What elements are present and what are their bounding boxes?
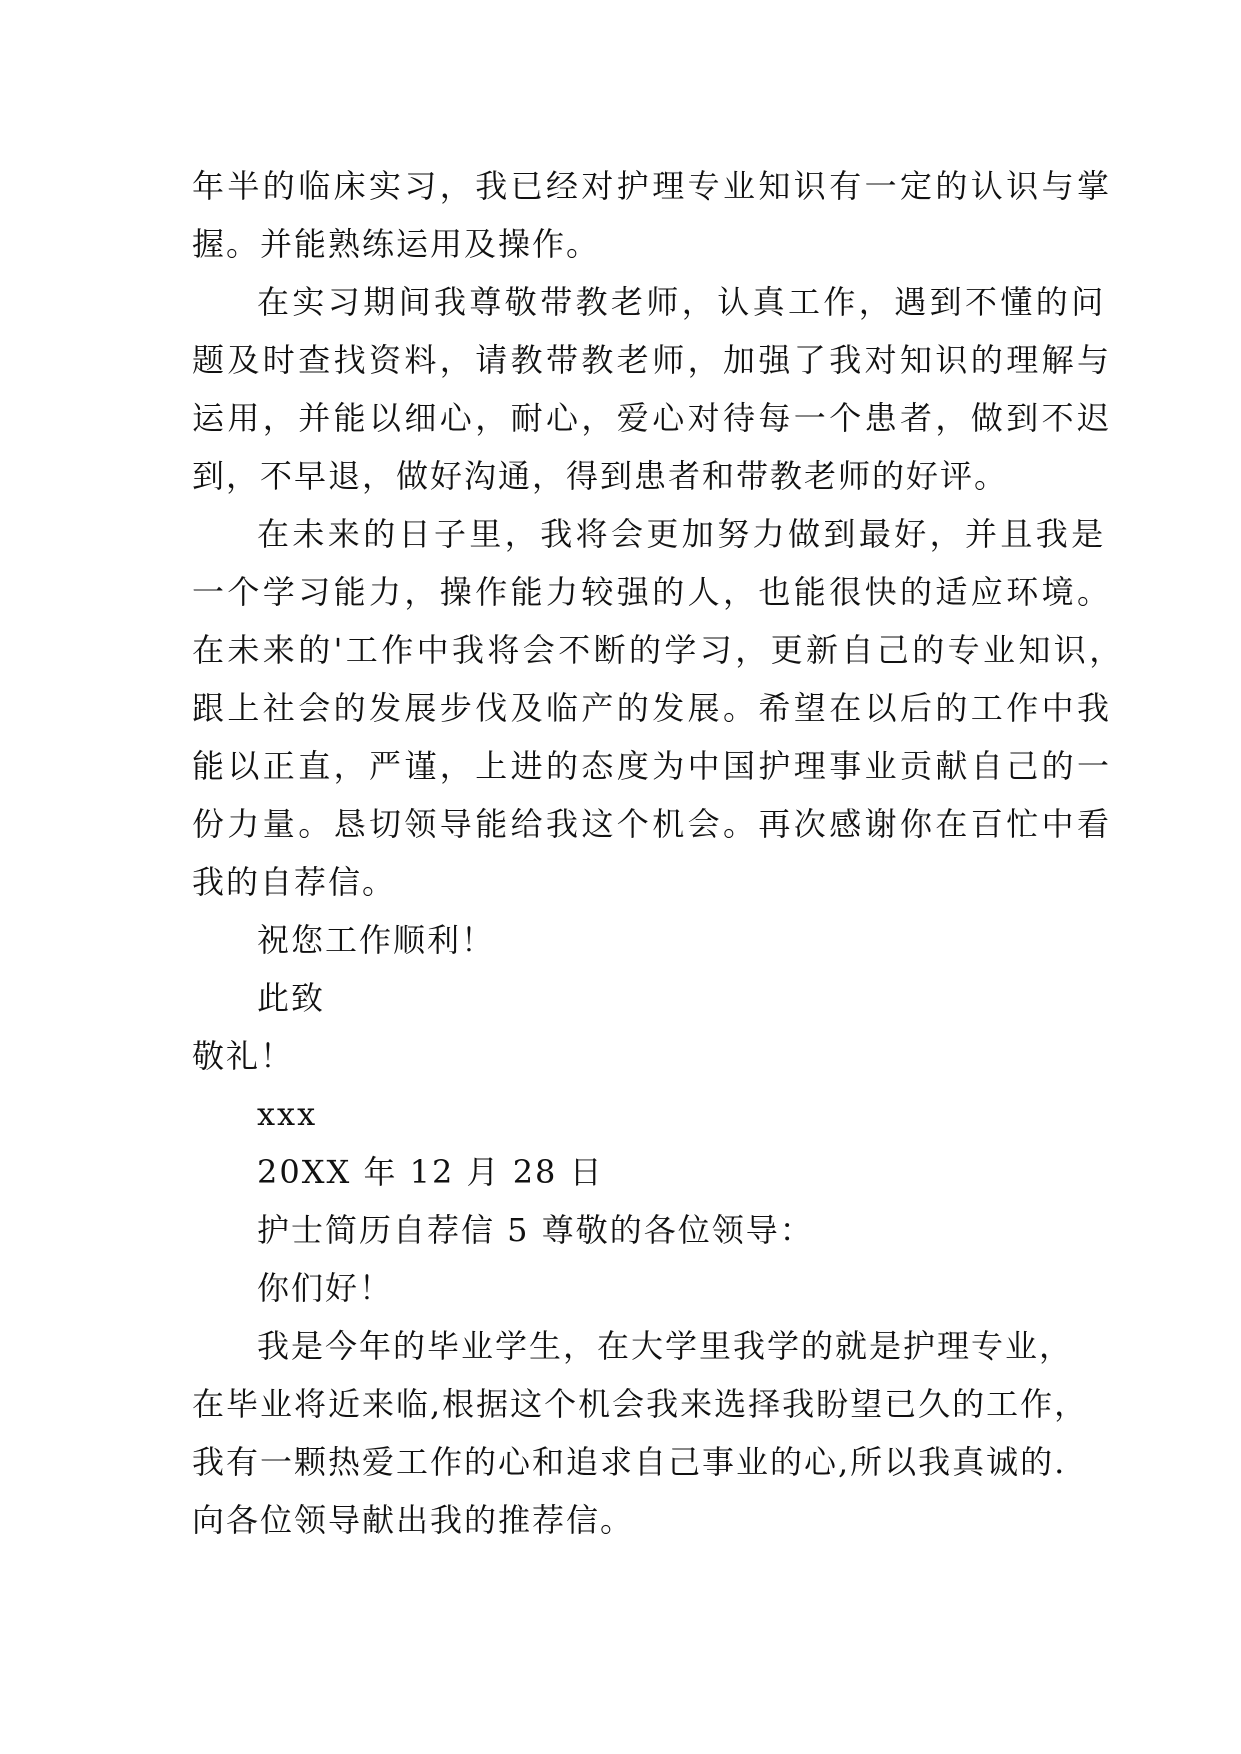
text-line-9: 在未来的'工作中我将会不断的学习，更新自己的专业知识， (192, 631, 1125, 669)
closing-wish: 祝您工作顺利！ (257, 921, 496, 959)
closing-cizhi: 此致 (257, 979, 326, 1017)
text-line-12: 份力量。恳切领导能给我这个机会。再次感谢你在百忙中看 (192, 805, 1113, 843)
text-line-10: 跟上社会的发展步伐及临产的发展。希望在以后的工作中我 (192, 689, 1113, 727)
text-line-2: 握。并能熟练运用及操作。 (192, 225, 601, 263)
text-line-11: 能以正直，严谨，上进的态度为中国护理事业贡献自己的一 (192, 747, 1113, 785)
letter-body (192, 157, 1125, 1549)
text-line-5: 运用，并能以细心，耐心，爱心对待每一个患者，做到不迟 (192, 399, 1113, 437)
greeting: 你们好！ (257, 1269, 394, 1307)
text-line-1: 年半的临床实习，我已经对护理专业知识有一定的认识与掌 (192, 167, 1113, 205)
text-line-13: 我的自荐信。 (192, 863, 397, 901)
text-line-8: 一个学习能力，操作能力较强的人，也能很快的适应环境。 (192, 573, 1113, 611)
signature-date: 20XX 年 12 月 28 日 (257, 1153, 604, 1191)
section-heading: 护士简历自荐信 5 尊敬的各位领导： (257, 1211, 814, 1249)
text-line-23: 我有一颗热爱工作的心和追求自己事业的心,所以我真诚的. (192, 1443, 1067, 1481)
text-line-7: 在未来的日子里，我将会更加努力做到最好，并且我是 (257, 515, 1107, 553)
signature-name: xxx (257, 1095, 318, 1133)
text-line-4: 题及时查找资料，请教带教老师，加强了我对知识的理解与 (192, 341, 1113, 379)
text-line-22: 在毕业将近来临,根据这个机会我来选择我盼望已久的工作， (192, 1385, 1089, 1423)
text-line-21: 我是今年的毕业学生，在大学里我学的就是护理专业， (257, 1327, 1074, 1365)
text-line-3: 在实习期间我尊敬带教老师，认真工作，遇到不懂的问 (257, 283, 1107, 321)
closing-jingli: 敬礼！ (192, 1037, 295, 1075)
text-line-6: 到，不早退，做好沟通，得到患者和带教老师的好评。 (192, 457, 1009, 495)
text-line-24: 向各位领导献出我的推荐信。 (192, 1501, 635, 1539)
